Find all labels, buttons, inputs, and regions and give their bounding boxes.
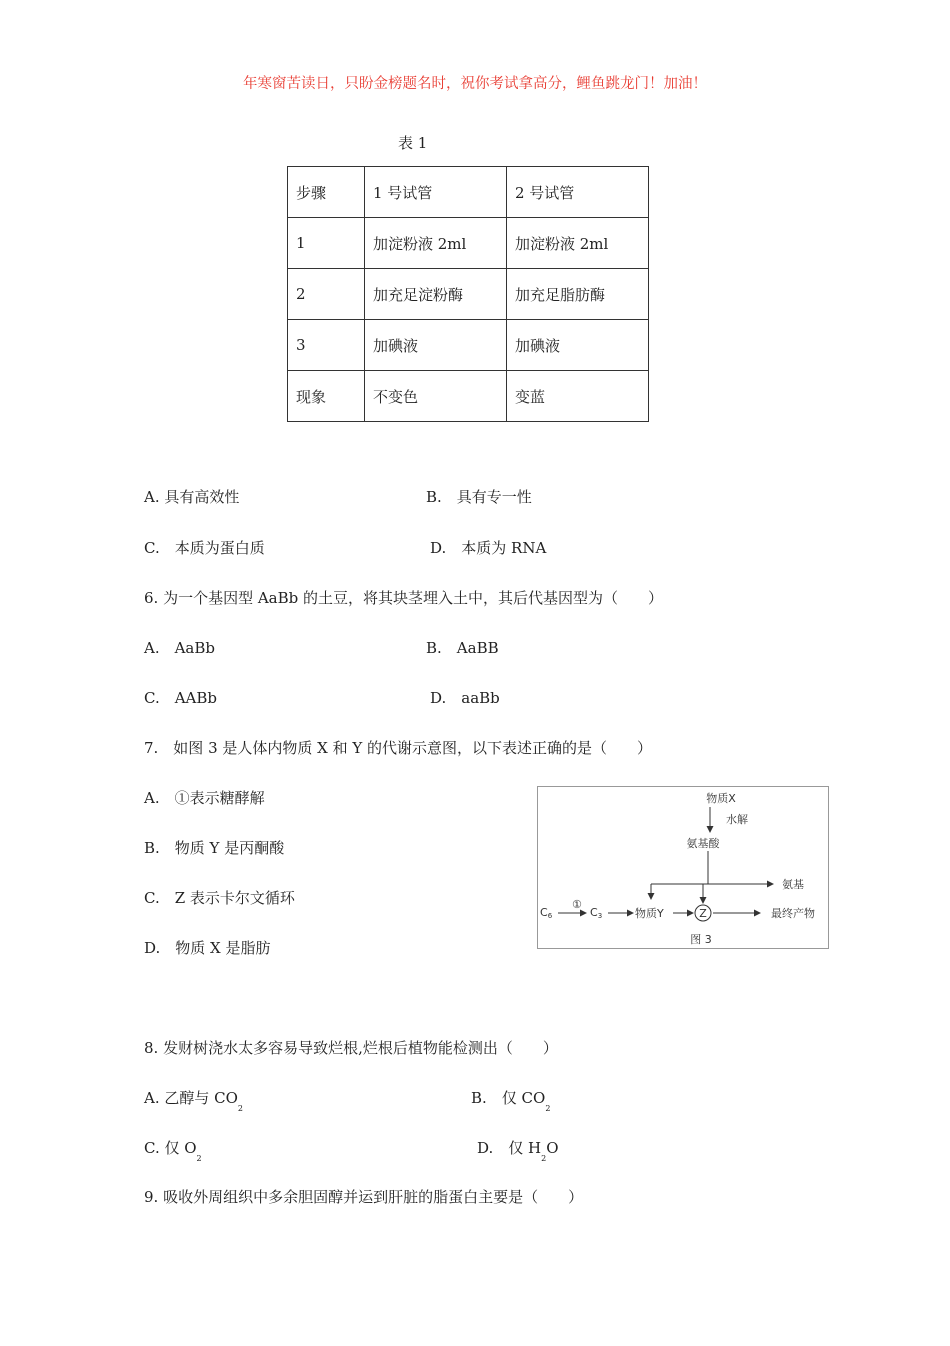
q6-option-c: C. AABb xyxy=(144,689,218,707)
q8-option-a: A. 乙醇与 $CO_2$ xyxy=(144,1089,244,1113)
table-cell: 现象 xyxy=(288,371,365,422)
label-hydrolysis: 水解 xyxy=(726,813,748,826)
motivational-banner: 年寒窗苦读日，只盼金榜题名时，祝你考试拿高分，鲤鱼跳龙门！加油！ xyxy=(243,76,707,92)
q7-option-a: A. ①表示糖酵解 xyxy=(144,789,265,807)
label-z: Z xyxy=(699,907,707,920)
label-substance-y: 物质Y xyxy=(635,907,664,920)
q7-option-d: D. 物质 X 是脂肪 xyxy=(144,939,271,957)
table-header-cell: 步骤 xyxy=(288,167,365,218)
label-c6: C6 xyxy=(540,906,553,920)
table-header-cell: 2 号试管 xyxy=(507,167,649,218)
metabolism-diagram xyxy=(537,786,829,949)
q7-option-c: C. Z 表示卡尔文循环 xyxy=(144,889,295,907)
table-caption: 表 1 xyxy=(398,134,428,152)
q8-stem: 8. 发财树浇水太多容易导致烂根,烂根后植物能检测出（ ） xyxy=(144,1039,558,1057)
q8-option-d: D. 仅 $H_2O$ xyxy=(477,1139,559,1163)
label-step-1: ① xyxy=(572,898,582,911)
q5-option-b: B. 具有专一性 xyxy=(426,488,532,506)
q5-option-d: D. 本质为 RNA xyxy=(430,539,547,557)
table-cell: 3 xyxy=(288,320,365,371)
table-cell: 变蓝 xyxy=(507,371,649,422)
table-cell: 不变色 xyxy=(365,371,507,422)
table-row xyxy=(288,320,649,371)
q5-option-c: C. 本质为蛋白质 xyxy=(144,539,265,557)
table-cell: 加充足脂肪酶 xyxy=(507,269,649,320)
table-row xyxy=(288,269,649,320)
q5-option-a: A. 具有高效性 xyxy=(144,488,240,506)
table-cell: 加淀粉液 2ml xyxy=(365,218,507,269)
label-amino-group: 氨基 xyxy=(782,878,804,891)
table-cell: 加碘液 xyxy=(365,320,507,371)
figure-caption: 图 3 xyxy=(690,933,712,946)
table-header-row xyxy=(288,167,649,218)
label-c3: C3 xyxy=(590,906,603,920)
q7-stem: 7. 如图 3 是人体内物质 X 和 Y 的代谢示意图，以下表述正确的是（ ） xyxy=(144,739,653,757)
q8-option-c: C. 仅 $O_2$ xyxy=(144,1139,202,1163)
q6-stem: 6. 为一个基因型 AaBb 的土豆，将其块茎埋入土中，其后代基因型为（ ） xyxy=(144,589,664,607)
q6-option-a: A. AaBb xyxy=(144,639,216,657)
table-row xyxy=(288,371,649,422)
table-header-cell: 1 号试管 xyxy=(365,167,507,218)
table-cell: 2 xyxy=(288,269,365,320)
table-row xyxy=(288,218,649,269)
table-cell: 1 xyxy=(288,218,365,269)
table-cell: 加淀粉液 2ml xyxy=(507,218,649,269)
label-substance-x: 物质X xyxy=(706,792,736,805)
table-cell: 加碘液 xyxy=(507,320,649,371)
label-final-product: 最终产物 xyxy=(771,907,815,920)
table-cell: 加充足淀粉酶 xyxy=(365,269,507,320)
q6-option-d: D. aaBb xyxy=(430,689,500,707)
q8-option-b: B. 仅 $CO_2$ xyxy=(471,1089,551,1113)
q9-stem: 9. 吸收外周组织中多余胆固醇并运到肝脏的脂蛋白主要是（ ） xyxy=(144,1188,584,1206)
experiment-table xyxy=(287,166,649,422)
q7-option-b: B. 物质 Y 是丙酮酸 xyxy=(144,839,285,857)
q6-option-b: B. AaBB xyxy=(426,639,499,657)
label-amino-acid: 氨基酸 xyxy=(686,837,720,850)
